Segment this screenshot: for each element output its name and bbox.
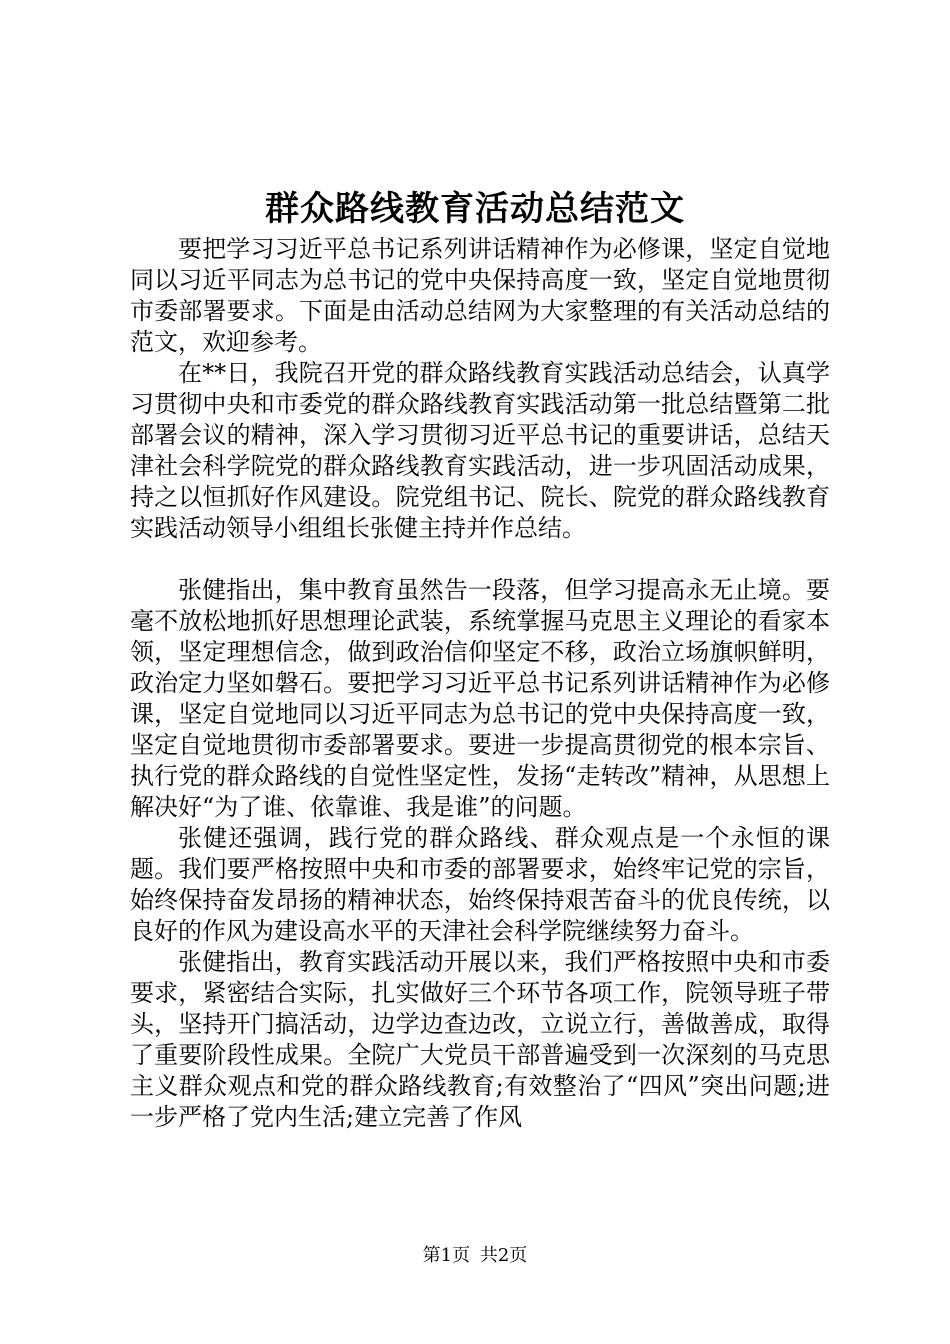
- page-footer: [0, 1244, 950, 1268]
- paragraph-intro: 要把学习习近平总书记系列讲话精神作为必修课，坚定自觉地同以习近平同志为总书记的党中央保持高度一致，坚定自觉地贯彻市委部署要求。下面是由活动总结网为大家整理的有关活动总结的范文，欢迎参考。: [130, 235, 830, 356]
- paragraph-results: 张健指出，教育实践活动开展以来，我们严格按照中央和市委要求，紧密结合实际，扎实做好三个环节各项工作，院领导班子带头，坚持开门搞活动，边学边查边改，立说立行，善做善成，取得了重要阶段性成果。全院广大党员干部普遍受到一次深刻的马克思主义群众观点和党的群众路线教育;有效整治了“四风”突出问题;进一步严格了党内生活;建立完善了作风: [130, 948, 830, 1131]
- paragraph-study: 张健指出，集中教育虽然告一段落，但学习提高永无止境。要毫不放松地抓好思想理论武装，系统掌握马克思主义理论的看家本领，坚定理想信念，做到政治信仰坚定不移，政治立场旗帜鲜明，政治定力坚如磐石。要把学习习近平总书记系列讲话精神作为必修课，坚定自觉地同以习近平同志为总书记的党中央保持高度一致，坚定自觉地贯彻市委部署要求。要进一步提高贯彻党的根本宗旨、执行党的群众路线的自觉性坚定性，发扬“走转改”精神，从思想上解决好“为了谁、依靠谁、我是谁”的问题。: [130, 576, 830, 821]
- paragraph-emphasis: 张健还强调，践行党的群众路线、群众观点是一个永恒的课题。我们要严格按照中央和市委的部署要求，始终牢记党的宗旨，始终保持奋发昂扬的精神状态，始终保持艰苦奋斗的优良传统，以良好的作风为建设高水平的天津社会科学院继续努力奋斗。: [130, 824, 830, 945]
- document-title: 群众路线教育活动总结范文: [265, 189, 685, 229]
- page-total: 共2页: [479, 1245, 528, 1266]
- page-number: 第1页: [422, 1245, 471, 1266]
- document-body: [130, 234, 830, 1133]
- paragraph-meeting: 在**日，我院召开党的群众路线教育实践活动总结会，认真学习贯彻中央和市委党的群众路线教育实践活动第一批总结暨第二批部署会议的精神，深入学习贯彻习近平总书记的重要讲话，总结天津社会科学院党的群众路线教育实践活动，进一步巩固活动成果，持之以恒抓好作风建设。院党组书记、院长、院党的群众路线教育实践活动领导小组组长张健主持并作总结。: [130, 359, 830, 542]
